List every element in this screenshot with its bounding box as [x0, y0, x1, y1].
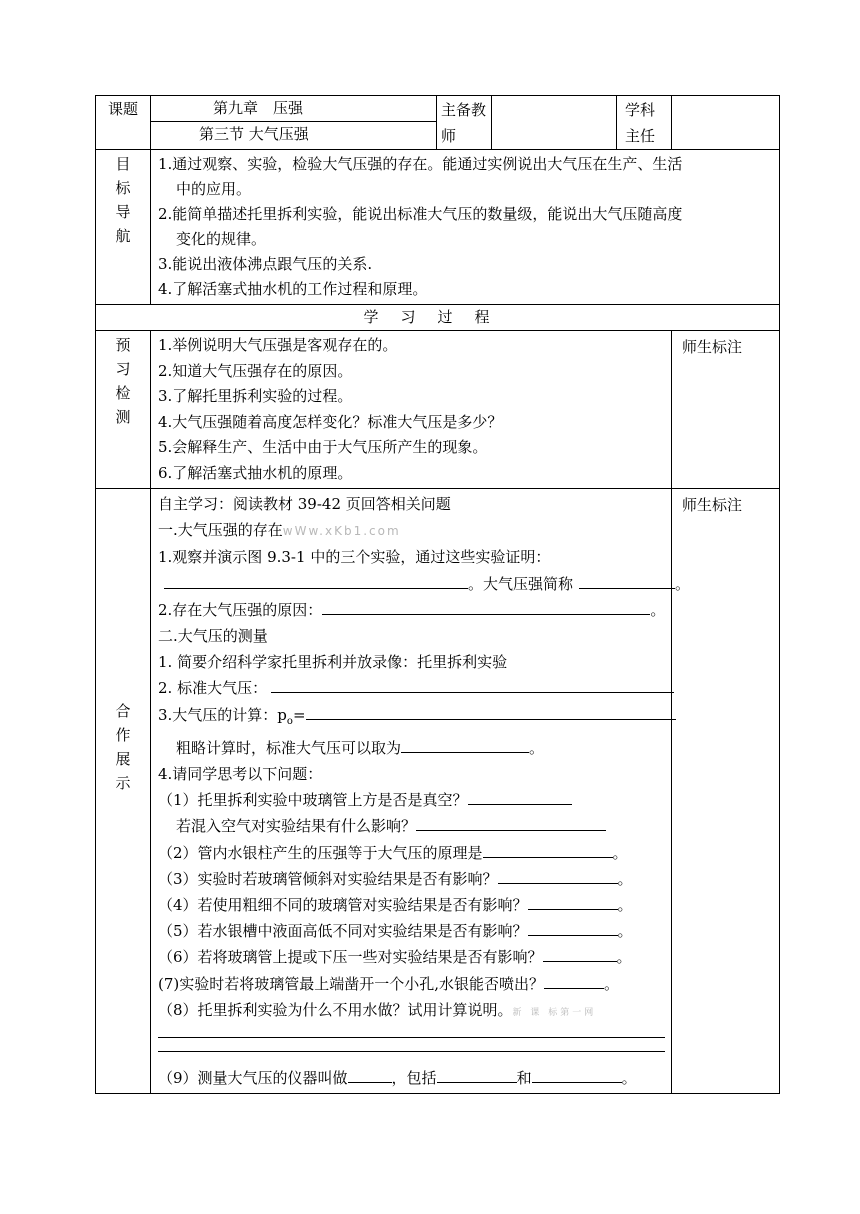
preview-content	[151, 331, 672, 489]
answer-blank[interactable]	[271, 675, 674, 693]
sub-question-2: （2）管内水银柱产生的压强等于大气压的原理是 。	[158, 840, 665, 866]
answer-line[interactable]	[158, 1037, 665, 1038]
question-3: 1. 简要介绍科学家托里拆利并放录像：托里拆利实验	[158, 653, 508, 672]
preview-note-label: 师生标注	[672, 331, 780, 489]
goal-item: 4.了解活塞式抽水机的工作过程和原理。	[158, 280, 428, 298]
answer-blank[interactable]	[437, 1065, 517, 1083]
answer-blank[interactable]	[579, 571, 675, 589]
preview-item: 3.了解托里拆利实验的过程。	[158, 387, 353, 405]
question-1: 1.观察并演示图 9.3-1 中的三个实验，通过这些实验证明：	[158, 548, 551, 567]
coop-note-label: 师生标注	[672, 489, 780, 1094]
lesson-plan-table	[95, 95, 780, 1094]
goal-item: 中的应用。	[176, 180, 252, 198]
answer-blank[interactable]	[416, 813, 606, 831]
subject-head-value	[672, 96, 780, 150]
answer-blank[interactable]	[468, 787, 572, 805]
part2-title: 二.大气压的测量	[158, 627, 268, 646]
sub-question-1: （1）托里拆利实验中玻璃管上方是否是真空？	[158, 787, 665, 813]
sub-question-9: （9）测量大气压的仪器叫做 ，包括 和 。	[158, 1065, 665, 1091]
answer-line[interactable]	[158, 1051, 665, 1052]
question-5: 3.大气压的计算：$p_o=$	[158, 702, 665, 735]
preview-label: 预 习 检 测	[96, 331, 151, 489]
part1-row	[158, 517, 665, 544]
goals-label: 目 标 导 航	[96, 150, 151, 305]
question-4: 2. 标准大气压：	[158, 675, 665, 701]
goals-content	[151, 150, 780, 305]
watermark-text: wWw.xKb1.com	[282, 524, 401, 539]
goal-item: 1.通过观察、实验，检验大气压强的存在。能通过实例说出大气压在生产、生活	[158, 155, 683, 173]
preview-item: 2.知道大气压强存在的原因。	[158, 361, 353, 380]
question-5b: 粗略计算时，标准大气压可以取为 。	[158, 735, 665, 761]
prep-teacher-label: 主备教师	[437, 96, 492, 150]
coop-intro: 自主学习：阅读教材 39-42 页回答相关问题	[158, 495, 451, 513]
answer-blank[interactable]	[544, 971, 604, 989]
preview-item: 5.会解释生产、生活中由于大气压所产生的现象。	[158, 438, 488, 456]
goal-item: 2.能简单描述托里拆利实验，能说出标准大气压的数量级，能说出大气压随高度	[158, 205, 683, 223]
sub-question-8: （8）托里拆利实验为什么不用水做？试用计算说明。新 课 标第一网	[158, 1000, 597, 1019]
answer-blank[interactable]	[528, 892, 618, 910]
part1-title: 一.大气压强的存在	[158, 521, 283, 540]
watermark-text: 新 课 标第一网	[512, 1007, 597, 1018]
goal-item: 变化的规律。	[176, 230, 267, 248]
answer-blank[interactable]	[498, 866, 618, 884]
question-1-answer-row: 。大气压强简称 。	[158, 571, 665, 597]
answer-blank[interactable]	[322, 597, 650, 615]
answer-blank[interactable]	[348, 1065, 392, 1083]
coop-label: 合 作 展 示	[96, 489, 151, 1094]
answer-blank[interactable]	[401, 735, 529, 753]
sub-question-1b: 若混入空气对实验结果有什么影响？	[158, 813, 665, 839]
sub-question-6: （6）若将玻璃管上提或下压一些对实验结果是否有影响？ 。	[158, 944, 665, 970]
preview-item: 4.大气压强随着高度怎样变化？标准大气压是多少？	[158, 412, 503, 431]
question-2: 2.存在大气压强的原因： 。	[158, 597, 665, 623]
subject-head-label: 学科主任	[617, 96, 672, 150]
sub-question-4: （4）若使用粗细不同的玻璃管对实验结果是否有影响？ 。	[158, 892, 665, 918]
sub-question-5: （5）若水银槽中液面高低不同对实验结果是否有影响？ 。	[158, 918, 665, 944]
preview-item: 6.了解活塞式抽水机的原理。	[158, 463, 353, 482]
answer-blank[interactable]	[532, 1065, 622, 1083]
question-6: 4.请同学思考以下问题：	[158, 765, 323, 784]
answer-blank[interactable]	[483, 840, 613, 858]
preview-item: 1.举例说明大气压强是客观存在的。	[158, 336, 398, 354]
sub-question-3: （3）实验时若玻璃管倾斜对实验结果是否有影响？ 。	[158, 866, 665, 892]
answer-blank[interactable]	[164, 571, 468, 589]
lesson-label: 课题	[96, 96, 151, 150]
coop-content	[151, 489, 691, 1094]
answer-blank[interactable]	[306, 702, 676, 720]
goal-item: 3.能说出液体沸点跟气压的关系.	[158, 255, 373, 273]
answer-blank[interactable]	[543, 944, 617, 962]
sub-question-7: (7)实验时若将玻璃管最上端凿开一个小孔,水银能否喷出？ 。	[158, 971, 665, 997]
prep-teacher-value	[492, 96, 617, 150]
chapter-title: 第九章 压强	[151, 96, 437, 122]
answer-blank[interactable]	[528, 918, 618, 936]
section-title: 第三节 大气压强	[151, 122, 437, 150]
process-header: 学习过程	[96, 305, 780, 331]
